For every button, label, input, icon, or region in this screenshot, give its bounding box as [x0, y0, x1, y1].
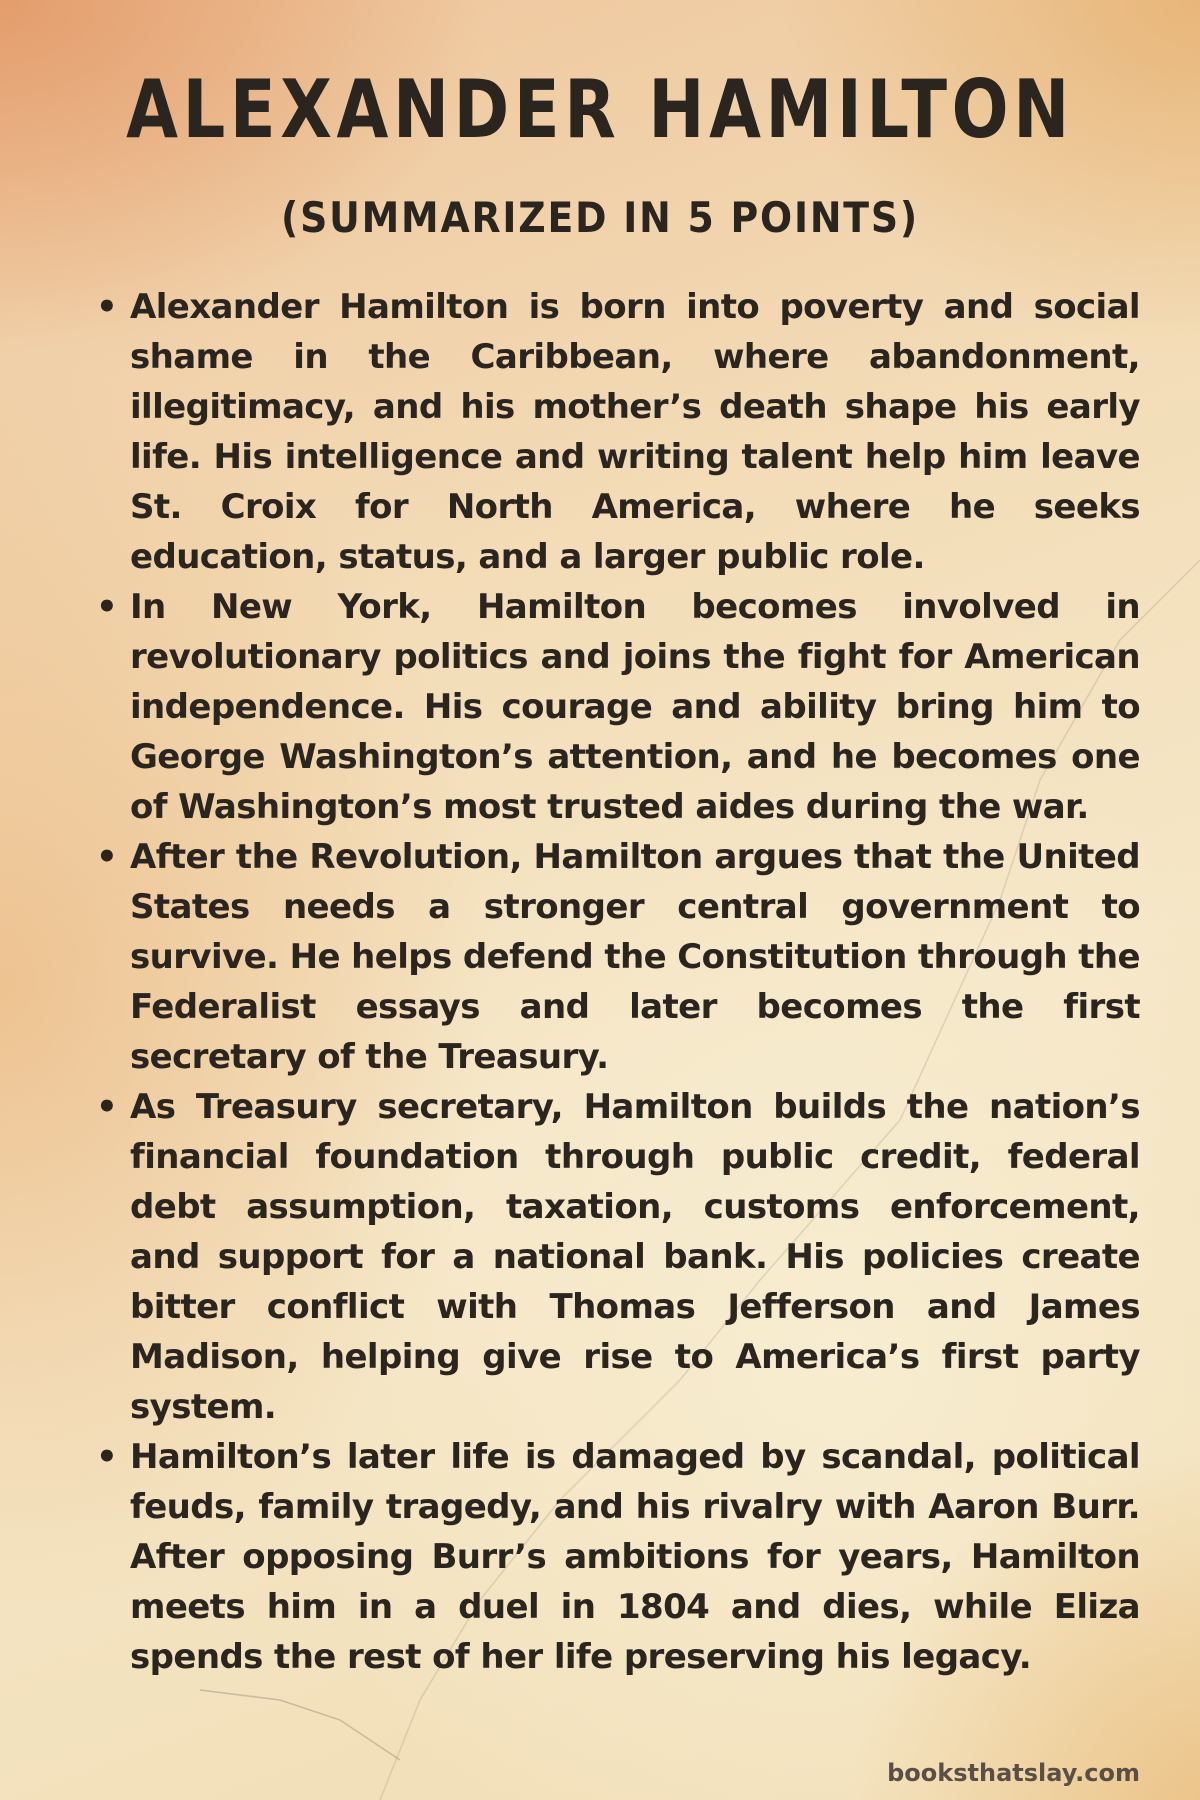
page-subtitle: (SUMMARIZED IN 5 POINTS): [281, 193, 919, 242]
summary-point-text: After the Revolution, Hamilton argues that the United States needs a stronger central government to survive. He helps defend the Constitution through the Federalist essays and later becomes the first secretary of the Treasury.: [130, 837, 1140, 1077]
bullet-icon: •: [96, 1437, 118, 1477]
summary-point-text: In New York, Hamilton becomes involved in revolutionary politics and joins the fight for American independence. His courage and ability bring him to George Washington’s attention, and he becomes one of Washington’s most trusted aides during the war.: [130, 587, 1140, 827]
summary-point-text: Alexander Hamilton is born into poverty and social shame in the Caribbean, where abandonment, illegitimacy, and his mother’s death shape his early life. His intelligence and writing talent help him leave St. Croix for North America, where he seeks education, status, and a larger public role.: [130, 287, 1140, 577]
summary-point-3: [90, 832, 1140, 1082]
footer-site-watermark: booksthatslay.com: [887, 1759, 1140, 1787]
page-title: ALEXANDER HAMILTON: [126, 63, 1074, 156]
bullet-icon: •: [96, 1087, 118, 1127]
summary-points-list: [90, 282, 1140, 1682]
summary-point-text: Hamilton’s later life is damaged by scandal, political feuds, family tragedy, and his rivalry with Aaron Burr. After opposing Burr’s ambitions for years, Hamilton meets him in a duel in 1804 and dies, while Eliza spends the rest of her life preserving his legacy.: [130, 1437, 1140, 1677]
summary-point-2: [90, 582, 1140, 832]
bullet-icon: •: [96, 287, 118, 327]
summary-point-1: [90, 282, 1140, 582]
bullet-icon: •: [96, 587, 118, 627]
bullet-icon: •: [96, 837, 118, 877]
summary-point-text: As Treasury secretary, Hamilton builds the nation’s financial foundation through public credit, federal debt assumption, taxation, customs enforcement, and support for a national bank. His policies create bitter conflict with Thomas Jefferson and James Madison, helping give rise to America’s first party system.: [130, 1087, 1140, 1427]
summary-point-4: [90, 1082, 1140, 1432]
summary-point-5: [90, 1432, 1140, 1682]
